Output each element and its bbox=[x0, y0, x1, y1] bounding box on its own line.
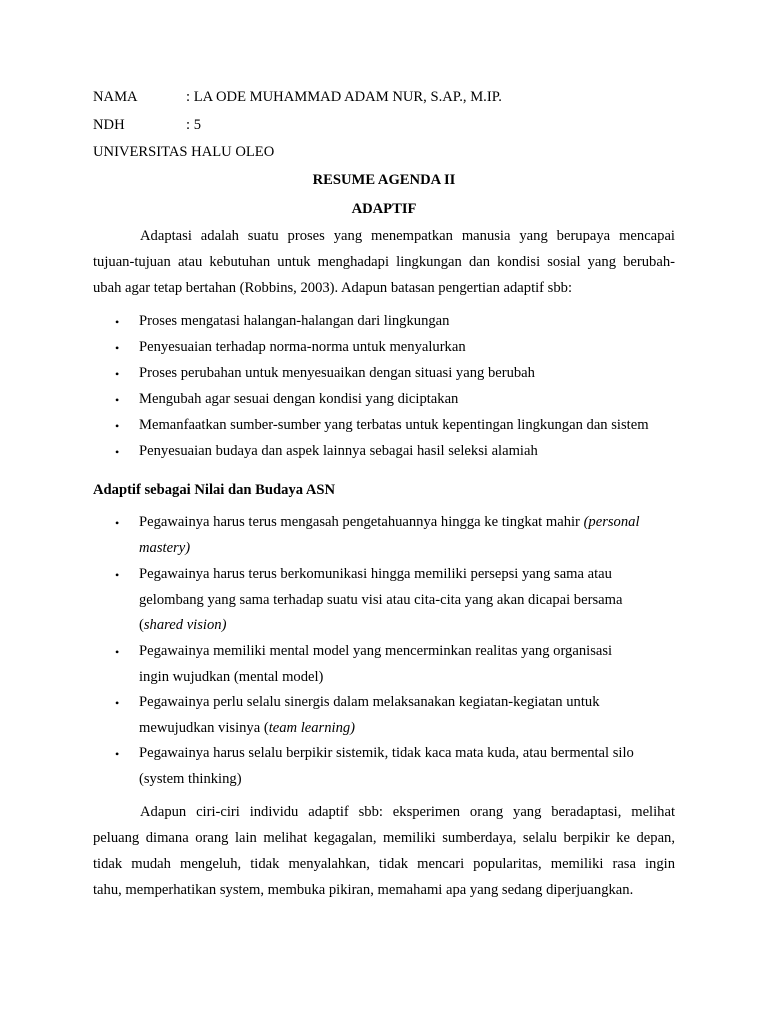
section-heading: Adaptif sebagai Nilai dan Budaya ASN bbox=[93, 482, 336, 498]
list-item-text: ingin wujudkan (mental model) bbox=[139, 668, 324, 685]
intro-line: ubah agar tetap bertahan (Robbins, 2003). Adapun batasan pengertian adaptif sbb: bbox=[93, 280, 573, 296]
bullet-icon: • bbox=[115, 445, 120, 459]
list-item bbox=[139, 639, 679, 690]
bullet-icon: • bbox=[115, 696, 120, 710]
list-item bbox=[139, 510, 679, 561]
list-item-italic: shared vision) bbox=[143, 617, 227, 633]
list-item-italic: team learning) bbox=[268, 719, 356, 736]
bullet-icon: • bbox=[115, 315, 120, 329]
list-item-text: (system thinking) bbox=[139, 770, 242, 787]
bullet-icon: • bbox=[115, 645, 120, 659]
nama-label: NAMA bbox=[93, 89, 138, 105]
bullet-icon: • bbox=[115, 568, 120, 582]
list-item-text: Pegawainya harus selalu berpikir sistemik, tidak kaca mata kuda, atau bermental silo bbox=[139, 745, 634, 761]
list-item: Penyesuaian terhadap norma-norma untuk menyalurkan bbox=[139, 339, 466, 355]
intro-paragraph bbox=[93, 223, 675, 301]
closing-paragraph bbox=[93, 799, 675, 903]
list-item: Penyesuaian budaya dan aspek lainnya sebagai hasil seleksi alamiah bbox=[139, 443, 538, 459]
list-item-italic: (personal bbox=[583, 514, 640, 530]
bullet-icon: • bbox=[115, 393, 120, 407]
bullet-icon: • bbox=[115, 516, 120, 530]
list-item: Mengubah agar sesuai dengan kondisi yang diciptakan bbox=[139, 391, 459, 407]
list-item bbox=[139, 741, 679, 792]
bullet-icon: • bbox=[115, 747, 120, 761]
list-item-text: gelombang yang sama terhadap suatu visi atau cita-cita yang akan dicapai bersama bbox=[139, 591, 623, 608]
list-item-text: mewujudkan visinya ( bbox=[139, 719, 269, 736]
closing-line: tidak mudah mengeluh, tidak menyalahkan, tidak mencari popularitas, memiliki rasa ingin bbox=[93, 856, 675, 872]
list-item: Proses perubahan untuk menyesuaikan dengan situasi yang berubah bbox=[139, 365, 535, 381]
bullet-icon: • bbox=[115, 419, 120, 433]
list-item: Memanfaatkan sumber-sumber yang terbatas untuk kepentingan lingkungan dan sistem bbox=[139, 417, 649, 433]
university-name: UNIVERSITAS HALU OLEO bbox=[93, 144, 275, 160]
list-item-text: Pegawainya memiliki mental model yang mencerminkan realitas yang organisasi bbox=[139, 643, 613, 659]
closing-line: tahu, memperhatikan system, membuka pikiran, memahami apa yang sedang diperjuangkan. bbox=[93, 882, 634, 898]
bullet-icon: • bbox=[115, 341, 120, 355]
closing-line: peluang dimana orang lain melihat kegagalan, memiliki sumberdaya, selalu berpikir ke depan, bbox=[93, 830, 675, 846]
list-item-text: ( bbox=[139, 617, 144, 633]
bullet-icon: • bbox=[115, 367, 120, 381]
list-item: Proses mengatasi halangan-halangan dari lingkungan bbox=[139, 313, 450, 329]
intro-line: Adaptasi adalah suatu proses yang menempatkan manusia yang berupaya mencapai bbox=[140, 228, 675, 244]
nama-value: : LA ODE MUHAMMAD ADAM NUR, S.AP., M.IP. bbox=[186, 89, 502, 105]
list-item bbox=[139, 562, 679, 639]
list-item-text: Pegawainya harus terus mengasah pengetahuannya hingga ke tingkat mahir bbox=[139, 514, 584, 530]
intro-line: tujuan-tujuan atau kebutuhan untuk menghadapi lingkungan dan kondisi sosial yang berubah- bbox=[93, 254, 675, 270]
document-title: RESUME AGENDA II bbox=[312, 172, 456, 188]
document-subtitle: ADAPTIF bbox=[351, 201, 417, 217]
ndh-label: NDH bbox=[93, 117, 125, 133]
closing-line: Adapun ciri-ciri individu adaptif sbb: eksperimen orang yang beradaptasi, melihat bbox=[140, 804, 675, 820]
list-item bbox=[139, 690, 679, 741]
list-item-text: Pegawainya perlu selalu sinergis dalam melaksanakan kegiatan-kegiatan untuk bbox=[139, 694, 600, 710]
list-item-italic: mastery) bbox=[139, 539, 191, 556]
list-item-text: Pegawainya harus terus berkomunikasi hingga memiliki persepsi yang sama atau bbox=[139, 566, 612, 582]
ndh-value: : 5 bbox=[186, 117, 201, 133]
